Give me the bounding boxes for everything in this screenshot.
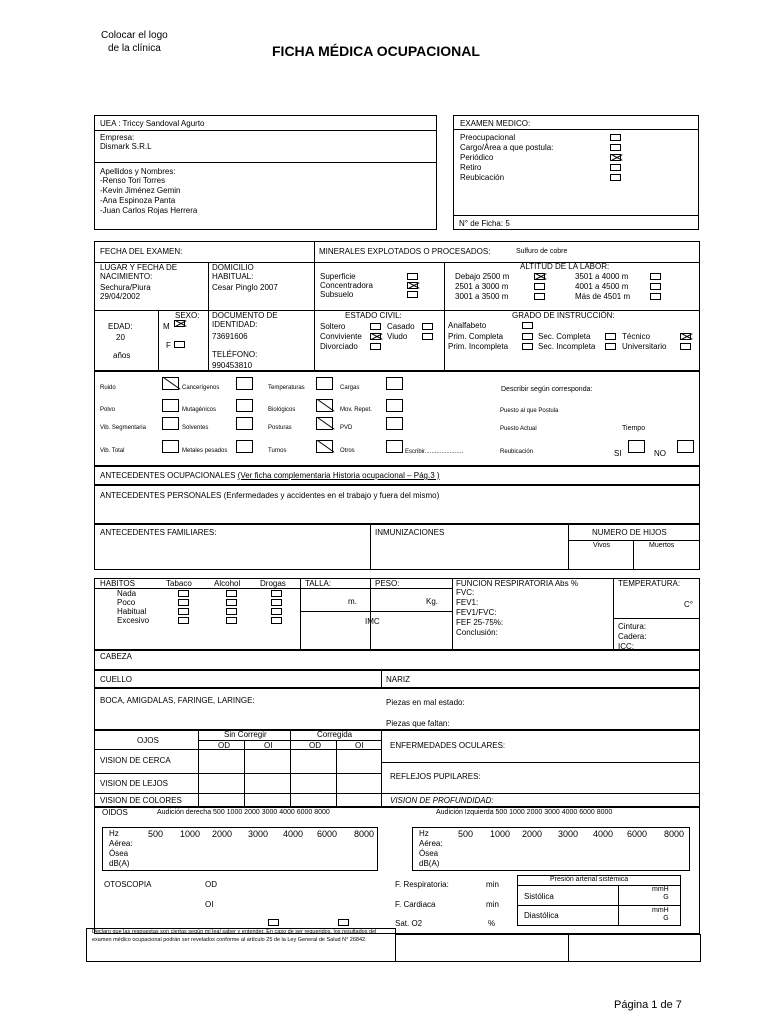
riesgo-label: Mov. Repet. <box>340 407 372 413</box>
freq-label: 2000 <box>522 829 543 839</box>
vision-lejos-label: VISION DE LEJOS <box>100 779 169 788</box>
riesgo-box[interactable] <box>386 377 403 390</box>
habitos-row-label: Nada <box>117 589 137 598</box>
instruccion-title: GRADO DE INSTRUCCIÓN: <box>512 311 615 320</box>
empresa-value[interactable]: Dismark S.R.L <box>100 142 152 151</box>
cuello-label: CUELLO <box>100 675 133 684</box>
nombre-1[interactable]: -Renso Tori Torres <box>100 176 166 185</box>
riesgo-label: Cancerígenos <box>182 385 220 391</box>
riesgo-box[interactable] <box>236 440 253 453</box>
examen-option-checkbox[interactable] <box>610 134 621 141</box>
otoscopia-od-label: OD <box>205 880 217 889</box>
sexo-label: SEXO: <box>175 311 200 320</box>
freq-label: 1000 <box>490 829 511 839</box>
examen-option-label: Reubicación <box>460 173 505 182</box>
habitos-title: HABITOS <box>100 579 135 588</box>
lugar-nacimiento-value[interactable]: Sechura/Piura 29/04/2002 <box>100 283 151 301</box>
ojos-label: OJOS <box>137 736 159 745</box>
cintura-label: Cintura: <box>618 622 647 631</box>
estado-civil-option-label: Conviviente <box>320 332 362 341</box>
freq-label: 2000 <box>212 829 233 839</box>
telefono-value[interactable]: 990453810 <box>212 361 253 370</box>
antecedentes-familiares-label: ANTECEDENTES FAMILIARES: <box>100 528 217 537</box>
mina-option-label: Superficie <box>320 272 356 281</box>
altitud-option-checkbox[interactable] <box>534 283 545 290</box>
piezas-mal-label: Piezas en mal estado: <box>386 698 465 707</box>
audicion-derecha-label: Audición derecha 500 1000 2000 3000 4000 6000 8000 <box>157 809 330 816</box>
altitud-option-label: 3001 a 3500 m <box>455 292 509 301</box>
apellidos-label: Apellidos y Nombres: <box>100 167 176 176</box>
sin-od-label: OD <box>218 741 230 750</box>
riesgo-box[interactable] <box>162 377 179 390</box>
nombre-3[interactable]: -Ana Espinoza Panta <box>100 196 176 205</box>
freq-label: 6000 <box>627 829 648 839</box>
datos-personales-box <box>94 241 700 371</box>
empresa-label: Empresa: <box>100 133 135 142</box>
minerales-label: MINERALES EXPLOTADOS O PROCESADOS: <box>319 247 491 256</box>
numero-hijos-label: NUMERO DE HIJOS <box>592 528 667 537</box>
habitos-checkbox[interactable] <box>178 617 189 624</box>
habitos-checkbox[interactable] <box>178 608 189 615</box>
examen-option-checkbox[interactable] <box>610 144 621 151</box>
instruccion-option-checkbox[interactable] <box>680 343 691 350</box>
estado-civil-option-checkbox[interactable] <box>370 333 381 340</box>
diastolica-label: Diastólica <box>524 911 559 920</box>
escribir-field[interactable]: Escribir....................... <box>405 449 464 455</box>
riesgo-box[interactable] <box>236 399 253 412</box>
funcion-respiratoria-item: Conclusión: <box>456 628 498 637</box>
habitos-checkbox[interactable] <box>226 608 237 615</box>
examen-option-label: Periódico <box>460 153 494 162</box>
osea-label: Ósea <box>419 849 439 858</box>
riesgo-box[interactable] <box>316 399 333 412</box>
historia-ocupacional-link[interactable]: (Ver ficha complementaria Historia ocupacional – Pág.3 ) <box>237 471 440 480</box>
otoscopia-checkbox-1[interactable] <box>268 919 279 926</box>
riesgo-box[interactable] <box>236 377 253 390</box>
nombre-2[interactable]: -Kevin Jiménez Gemin <box>100 186 181 195</box>
instruccion-option-label: Sec. Completa <box>538 332 591 341</box>
puesto-actual-label: Puesto Actual <box>500 426 537 432</box>
funcion-respiratoria-item: FVC: <box>456 588 475 597</box>
altitud-option-checkbox[interactable] <box>534 293 545 300</box>
riesgo-label: Metales pesados <box>182 448 228 454</box>
reubicacion-label: Reubicación <box>500 449 534 455</box>
cabeza-box <box>94 650 700 670</box>
instruccion-option-checkbox[interactable] <box>522 333 533 340</box>
aerea-label: Aérea: <box>109 839 133 848</box>
habitos-checkbox[interactable] <box>271 590 282 597</box>
corr-od-label: OD <box>309 741 321 750</box>
inmunizaciones-label: INMUNIZACIONES <box>375 528 445 537</box>
examen-option-checkbox[interactable] <box>610 164 621 171</box>
habitos-checkbox[interactable] <box>271 608 282 615</box>
sin-corregir-label: Sin Corregir <box>224 730 267 739</box>
documento-value[interactable]: 73691606 <box>212 332 248 341</box>
muertos-label: Muertos <box>649 542 675 549</box>
db-label: dB(A) <box>419 859 440 868</box>
hz-label: Hz <box>419 829 429 838</box>
altitud-option-label: 2501 a 3000 m <box>455 282 509 291</box>
examen-title: EXAMEN MEDICO: <box>460 119 531 128</box>
instruccion-option-label: Técnico <box>622 332 651 341</box>
riesgo-label: Otros <box>340 448 355 454</box>
riesgo-label: Posturas <box>268 425 292 431</box>
anios-label: años <box>113 351 131 360</box>
instruccion-option-checkbox[interactable] <box>605 343 616 350</box>
funcion-respiratoria-item: FEV1/FVC: <box>456 608 497 617</box>
riesgo-label: PVD <box>340 425 353 431</box>
habitos-checkbox[interactable] <box>226 617 237 624</box>
otoscopia-checkbox-2[interactable] <box>338 919 349 926</box>
piezas-faltan-label: Piezas que faltan: <box>386 719 450 728</box>
enfermedades-oculares-label: ENFERMEDADES OCULARES: <box>390 741 506 750</box>
habitos-col-alcohol: Alcohol <box>214 579 241 588</box>
audicion-izquierda-label: Audición Izquierda 500 1000 2000 3000 4000 6000 8000 <box>436 809 613 816</box>
estado-civil-option-label: Soltero <box>320 322 346 331</box>
cadera-label: Cadera: <box>618 632 647 641</box>
diastolica-unit: mmH G <box>652 907 669 922</box>
mina-option-label: Concentradora <box>320 281 373 290</box>
peso-label: PESO: <box>375 579 400 588</box>
altitud-option-label: Más de 4501 m <box>575 292 631 301</box>
altitud-option-checkbox[interactable] <box>650 293 661 300</box>
db-label: dB(A) <box>109 859 130 868</box>
instruccion-option-label: Analfabeto <box>448 321 487 330</box>
mina-option-checkbox[interactable] <box>407 273 418 280</box>
freq-label: 8000 <box>354 829 375 839</box>
uea-field[interactable]: UEA : Triccy Sandoval Agurto <box>100 119 205 128</box>
riesgo-label: Vib. Total <box>100 448 125 454</box>
altitud-option-checkbox[interactable] <box>650 283 661 290</box>
riesgo-label: Solventes <box>182 425 209 431</box>
estado-civil-option-checkbox[interactable] <box>370 343 381 350</box>
documento-label: DOCUMENTO DE IDENTIDAD: <box>212 311 278 329</box>
funcion-respiratoria-item: FEV1: <box>456 598 479 607</box>
instruccion-option-label: Prim. Incompleta <box>448 342 509 351</box>
peso-unit: Kg. <box>426 597 439 606</box>
mina-option-label: Subsuelo <box>320 290 354 299</box>
domicilio-label: DOMICILIO HABITUAL: <box>212 263 254 281</box>
funcion-respiratoria-item: FEF 25-75%: <box>456 618 504 627</box>
funcion-respiratoria-title: FUNCION RESPIRATORIA Abs % <box>456 579 578 588</box>
reflejos-pupilares-label: REFLEJOS PUPILARES: <box>390 772 481 781</box>
mina-option-checkbox[interactable] <box>407 291 418 298</box>
corregida-label: Corregida <box>317 730 353 739</box>
presion-arterial-title: Presión arterial sistémica <box>550 876 629 883</box>
riesgo-box[interactable] <box>162 417 179 430</box>
hz-label: Hz <box>109 829 119 838</box>
sexo-f-checkbox[interactable] <box>174 341 185 348</box>
riesgo-box[interactable] <box>162 399 179 412</box>
corr-oi-label: OI <box>355 741 364 750</box>
oidos-label: OIDOS <box>102 808 128 817</box>
estado-civil-option-checkbox[interactable] <box>422 323 433 330</box>
declaracion-text: Declaro que las respuestas son ciertas según mi leal saber y entender. En caso de ser requeridos, los resultados del examen médico ocupacional podrán ser revelados conforme al artículo 25 de la Ley General de Salud N° 26842. <box>92 929 377 943</box>
instruccion-option-checkbox[interactable] <box>522 322 533 329</box>
imc-label: IMC <box>365 617 380 626</box>
instruccion-option-checkbox[interactable] <box>605 333 616 340</box>
altitud-option-checkbox[interactable] <box>650 273 661 280</box>
freq-label: 4000 <box>593 829 614 839</box>
estado-civil-title: ESTADO CIVIL: <box>345 311 402 320</box>
frecuencia-respiratoria-label: F. Respiratoria: <box>395 880 449 889</box>
instruccion-option-checkbox[interactable] <box>680 333 691 340</box>
estado-civil-option-checkbox[interactable] <box>422 333 433 340</box>
riesgo-box[interactable] <box>386 440 403 453</box>
aerea-label: Aérea: <box>419 839 443 848</box>
vision-colores-label: VISION DE COLORES <box>100 796 182 805</box>
altitud-option-checkbox[interactable] <box>534 273 545 280</box>
sin-oi-label: OI <box>264 741 273 750</box>
cabeza-label: CABEZA <box>100 652 133 661</box>
instruccion-option-label: Sec. Incompleta <box>538 342 596 351</box>
fr-unit: min <box>486 880 499 889</box>
altitud-option-label: 4001 a 4500 m <box>575 282 629 291</box>
sexo-f-label: F <box>166 341 171 350</box>
estado-civil-option-checkbox[interactable] <box>370 323 381 330</box>
vision-cerca-label: VISION DE CERCA <box>100 756 171 765</box>
estado-civil-option-label: Casado <box>387 322 415 331</box>
freq-label: 3000 <box>248 829 269 839</box>
temperatura-unit: C° <box>684 600 693 609</box>
riesgo-label: Biológicos <box>268 407 296 413</box>
audiograma-izquierdo <box>412 827 690 871</box>
icc-label: ICC: <box>618 642 634 651</box>
instruccion-option-checkbox[interactable] <box>522 343 533 350</box>
riesgo-box[interactable] <box>236 417 253 430</box>
logo-placeholder: Colocar el logo de la clínica <box>101 30 168 54</box>
otoscopia-label: OTOSCOPIA <box>104 880 152 889</box>
si-label: SI <box>614 449 622 458</box>
riesgo-label: Temperaturas <box>268 385 305 391</box>
riesgo-label: Turnos <box>268 448 287 454</box>
nombre-4[interactable]: -Juan Carlos Rojas Herrera <box>100 206 198 215</box>
habitos-checkbox[interactable] <box>271 617 282 624</box>
examen-option-checkbox[interactable] <box>610 154 621 161</box>
frecuencia-cardiaca-label: F. Cardiaca <box>395 900 436 909</box>
otoscopia-oi-label: OI <box>205 900 214 909</box>
edad-value[interactable]: 20 <box>116 333 125 342</box>
talla-label: TALLA: <box>305 579 332 588</box>
habitos-row-label: Poco <box>117 598 136 607</box>
freq-label: 3000 <box>558 829 579 839</box>
altitud-option-label: 3501 a 4000 m <box>575 272 629 281</box>
riesgo-box[interactable] <box>316 417 333 430</box>
tiempo-label: Tiempo <box>622 425 646 432</box>
habitos-checkbox[interactable] <box>271 599 282 606</box>
habitos-col-drogas: Drogas <box>260 579 286 588</box>
sexo-m-label: M <box>163 322 170 331</box>
riesgo-box[interactable] <box>316 377 333 390</box>
habitos-row-label: Excesivo <box>117 616 150 625</box>
mina-option-checkbox[interactable] <box>407 282 418 289</box>
si-box[interactable] <box>628 440 645 453</box>
nariz-label: NARIZ <box>386 675 410 684</box>
lugar-nacimiento-label: LUGAR Y FECHA DE NACIMIENTO: <box>100 263 178 281</box>
vivos-label: Vivos <box>593 542 610 549</box>
sistolica-label: Sistólica <box>524 892 554 901</box>
freq-label: 6000 <box>317 829 338 839</box>
sexo-m-checkbox[interactable] <box>174 320 185 327</box>
riesgo-label: Polvo <box>100 407 116 413</box>
antecedentes-ocupacionales-label: ANTECEDENTES OCUPACIONALES (Ver ficha complementaria Historia ocupacional – Pág.3 ) <box>100 471 440 480</box>
habitos-checkbox[interactable] <box>226 590 237 597</box>
riesgo-box[interactable] <box>386 417 403 430</box>
antecedentes-personales-label: ANTECEDENTES PERSONALES (Enfermedades y accidentes en el trabajo y fuera del mismo) <box>100 491 440 500</box>
habitos-col-tabaco: Tabaco <box>166 579 192 588</box>
habitos-checkbox[interactable] <box>178 599 189 606</box>
riesgo-label: Mutagénicos <box>182 407 217 413</box>
fc-unit: min <box>486 900 499 909</box>
estado-civil-option-label: Divorciado <box>320 342 358 351</box>
page-title: FICHA MÉDICA OCUPACIONAL <box>272 43 480 59</box>
habitos-checkbox[interactable] <box>178 590 189 597</box>
freq-label: 4000 <box>283 829 304 839</box>
riesgo-box[interactable] <box>386 399 403 412</box>
edad-label: EDAD: <box>108 322 133 331</box>
freq-label: 1000 <box>180 829 201 839</box>
minerales-value[interactable]: Sulfuro de cobre <box>516 248 568 255</box>
fecha-examen-label[interactable]: FECHA DEL EXAMEN: <box>100 247 183 256</box>
page-number: Página 1 de 7 <box>614 999 682 1011</box>
telefono-label: TELÉFONO: <box>212 350 258 359</box>
freq-label: 500 <box>148 829 164 839</box>
instruccion-option-label: Prim. Completa <box>448 332 504 341</box>
altitud-option-label: Debajo 2500 m <box>455 272 510 281</box>
examen-option-label: Preocupacional <box>460 133 516 142</box>
describir-label: Describir según corresponda: <box>501 386 593 393</box>
puesto-postula-label: Puesto al que Postula <box>500 408 559 414</box>
riesgo-label: Vib. Segmentaria <box>100 425 146 431</box>
habitos-row-label: Habitual <box>117 607 147 616</box>
no-box[interactable] <box>677 440 694 453</box>
instruccion-option-label: Universitario <box>622 342 667 351</box>
examen-option-checkbox[interactable] <box>610 174 621 181</box>
domicilio-value[interactable]: Cesar Pinglo 2007 <box>212 283 278 292</box>
no-label: NO <box>654 449 666 458</box>
riesgo-label: Cargas <box>340 385 360 391</box>
habitos-checkbox[interactable] <box>226 599 237 606</box>
examen-option-label: Cargo/Área a que postula: <box>460 143 554 152</box>
riesgo-label: Ruido <box>100 385 116 391</box>
sat-o2-label: Sat. O2 <box>395 919 423 928</box>
altitud-title: ALTITUD DE LA LABOR: <box>520 262 610 271</box>
temperatura-label: TEMPERATURA: <box>618 579 681 588</box>
riesgo-box[interactable] <box>316 440 333 453</box>
riesgo-box[interactable] <box>162 440 179 453</box>
sat-unit: % <box>488 919 496 928</box>
ficha-number[interactable]: N° de Ficha: 5 <box>459 219 510 228</box>
osea-label: Ósea <box>109 849 129 858</box>
talla-unit: m. <box>348 597 357 606</box>
vision-profundidad-label: VISION DE PROFUNDIDAD: <box>390 796 494 805</box>
sistolica-unit: mmH G <box>652 886 669 901</box>
boca-label: BOCA, AMIGDALAS, FARINGE, LARINGE: <box>100 696 255 705</box>
estado-civil-option-label: Viudo <box>387 332 408 341</box>
freq-label: 8000 <box>664 829 685 839</box>
freq-label: 500 <box>458 829 474 839</box>
examen-option-label: Retiro <box>460 163 482 172</box>
